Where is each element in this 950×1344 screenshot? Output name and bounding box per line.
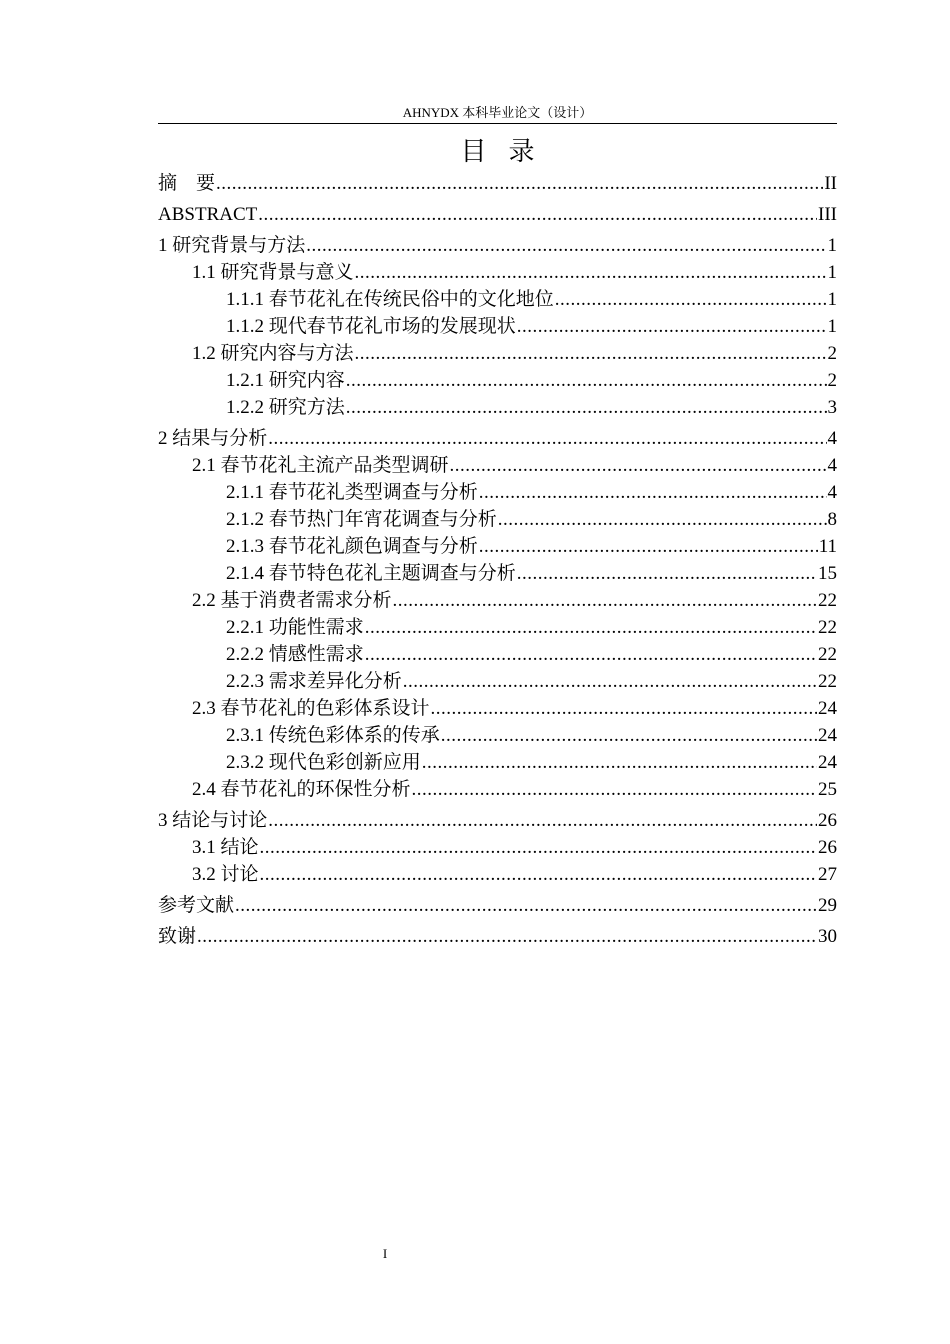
toc-leader-dots	[260, 861, 817, 888]
toc-entry-page: 22	[818, 590, 837, 611]
toc-entry-page: 4	[827, 482, 837, 503]
toc-entry[interactable]	[158, 232, 837, 259]
toc-leader-dots	[441, 722, 817, 749]
toc-entry[interactable]	[158, 170, 837, 197]
toc-entry-label: 2 结果与分析	[158, 428, 268, 449]
toc-leader-dots	[498, 506, 827, 533]
toc-entry-page: 3	[827, 397, 837, 418]
page-number: I	[382, 1246, 388, 1261]
toc-entry-page: 24	[818, 752, 837, 773]
toc-entry-page: 4	[827, 455, 837, 476]
toc-entry-page: II	[824, 173, 837, 194]
toc-entry-label: 1 研究背景与方法	[158, 235, 306, 256]
toc-leader-dots	[365, 641, 817, 668]
toc-leader-dots	[517, 560, 817, 587]
toc-entry-label: 1.1.2 现代春节花礼市场的发展现状	[226, 316, 516, 337]
toc-leader-dots	[479, 479, 827, 506]
toc-entry-label: 致谢	[158, 926, 197, 947]
toc-leader-dots	[403, 668, 817, 695]
toc-entry-page: 27	[818, 864, 837, 885]
toc-entry-page: 1	[827, 262, 837, 283]
toc-entry[interactable]	[158, 861, 837, 888]
toc-entry-label: 1.2 研究内容与方法	[192, 343, 354, 364]
toc-entry-label: 1.2.2 研究方法	[226, 397, 345, 418]
toc-entry[interactable]	[158, 340, 837, 367]
toc-leader-dots	[197, 923, 817, 950]
toc-entry[interactable]	[158, 367, 837, 394]
toc-leader-dots	[346, 367, 827, 394]
toc-entry-label: 1.1.1 春节花礼在传统民俗中的文化地位	[226, 289, 554, 310]
toc-entry[interactable]	[158, 425, 837, 452]
toc-entry-label: 2.1.3 春节花礼颜色调查与分析	[226, 536, 478, 557]
toc-entry[interactable]	[158, 776, 837, 803]
toc-entry-page: 4	[827, 428, 837, 449]
toc-entry-page: 29	[818, 895, 837, 916]
toc-entry[interactable]	[158, 923, 837, 950]
toc-leader-dots	[555, 286, 827, 313]
toc-entry-page: 22	[818, 644, 837, 665]
toc-entry[interactable]	[158, 286, 837, 313]
toc-entry[interactable]	[158, 668, 837, 695]
toc-leader-dots	[235, 892, 817, 919]
toc-entry[interactable]	[158, 834, 837, 861]
toc-entry[interactable]	[158, 614, 837, 641]
toc-entry-label: 2.3 春节花礼的色彩体系设计	[192, 698, 430, 719]
toc-entry[interactable]	[158, 506, 837, 533]
toc-leader-dots	[260, 834, 817, 861]
toc-entry-page: 25	[818, 779, 837, 800]
toc-entry-label: ABSTRACT	[158, 204, 258, 225]
toc-entry[interactable]	[158, 892, 837, 919]
table-of-contents	[158, 170, 837, 950]
toc-entry[interactable]	[158, 560, 837, 587]
toc-entry-label: 1.2.1 研究内容	[226, 370, 345, 391]
toc-entry-page: 1	[827, 235, 837, 256]
toc-entry-label: 2.1.1 春节花礼类型调查与分析	[226, 482, 478, 503]
toc-entry[interactable]	[158, 313, 837, 340]
toc-leader-dots	[517, 313, 827, 340]
toc-entry-label: 3 结论与讨论	[158, 810, 268, 831]
toc-entry-page: III	[818, 204, 837, 225]
toc-entry[interactable]	[158, 201, 837, 228]
toc-entry-page: 11	[818, 536, 837, 557]
toc-entry[interactable]	[158, 641, 837, 668]
toc-entry-label: 1.1 研究背景与意义	[192, 262, 354, 283]
toc-leader-dots	[306, 232, 826, 259]
toc-entry-page: 15	[818, 563, 837, 584]
toc-leader-dots	[365, 614, 817, 641]
toc-entry-label: 摘 要	[158, 173, 216, 194]
toc-entry-page: 2	[827, 370, 837, 391]
toc-title: 目录	[460, 137, 557, 166]
page-header: AHNYDX 本科毕业论文（设计）	[158, 104, 837, 124]
toc-leader-dots	[268, 807, 817, 834]
toc-entry[interactable]	[158, 695, 837, 722]
toc-entry-label: 2.1.4 春节特色花礼主题调查与分析	[226, 563, 516, 584]
toc-entry-page: 1	[827, 289, 837, 310]
toc-entry-page: 8	[827, 509, 837, 530]
toc-entry-page: 1	[827, 316, 837, 337]
toc-leader-dots	[450, 452, 827, 479]
toc-entry[interactable]	[158, 533, 837, 560]
toc-entry[interactable]	[158, 587, 837, 614]
toc-entry-label: 2.1.2 春节热门年宵花调查与分析	[226, 509, 497, 530]
toc-entry-page: 22	[818, 671, 837, 692]
toc-entry-label: 2.4 春节花礼的环保性分析	[192, 779, 411, 800]
toc-leader-dots	[346, 394, 827, 421]
toc-entry-page: 30	[818, 926, 837, 947]
toc-entry-label: 2.2.1 功能性需求	[226, 617, 364, 638]
toc-entry-label: 2.2.2 情感性需求	[226, 644, 364, 665]
toc-leader-dots	[479, 533, 818, 560]
toc-entry-page: 24	[818, 698, 837, 719]
toc-entry[interactable]	[158, 394, 837, 421]
toc-leader-dots	[355, 259, 827, 286]
toc-entry-label: 2.2.3 需求差异化分析	[226, 671, 402, 692]
toc-entry-label: 2.2 基于消费者需求分析	[192, 590, 392, 611]
toc-entry-page: 24	[818, 725, 837, 746]
toc-leader-dots	[393, 587, 817, 614]
toc-entry-label: 3.2 讨论	[192, 864, 259, 885]
toc-leader-dots	[258, 201, 817, 228]
toc-leader-dots	[268, 425, 826, 452]
toc-entry-label: 2.1 春节花礼主流产品类型调研	[192, 455, 449, 476]
toc-entry-label: 3.1 结论	[192, 837, 259, 858]
toc-leader-dots	[355, 340, 827, 367]
toc-leader-dots	[412, 776, 817, 803]
toc-entry-page: 22	[818, 617, 837, 638]
toc-entry[interactable]	[158, 259, 837, 286]
toc-entry[interactable]	[158, 749, 837, 776]
toc-entry-page: 26	[818, 810, 837, 831]
toc-entry-page: 2	[827, 343, 837, 364]
toc-entry[interactable]	[158, 452, 837, 479]
toc-entry-page: 26	[818, 837, 837, 858]
toc-entry[interactable]	[158, 807, 837, 834]
toc-entry[interactable]	[158, 479, 837, 506]
toc-entry-label: 参考文献	[158, 895, 235, 916]
toc-entry[interactable]	[158, 722, 837, 749]
toc-entry-label: 2.3.2 现代色彩创新应用	[226, 752, 421, 773]
toc-leader-dots	[422, 749, 817, 776]
toc-entry-label: 2.3.1 传统色彩体系的传承	[226, 725, 440, 746]
toc-leader-dots	[216, 170, 823, 197]
toc-leader-dots	[431, 695, 817, 722]
